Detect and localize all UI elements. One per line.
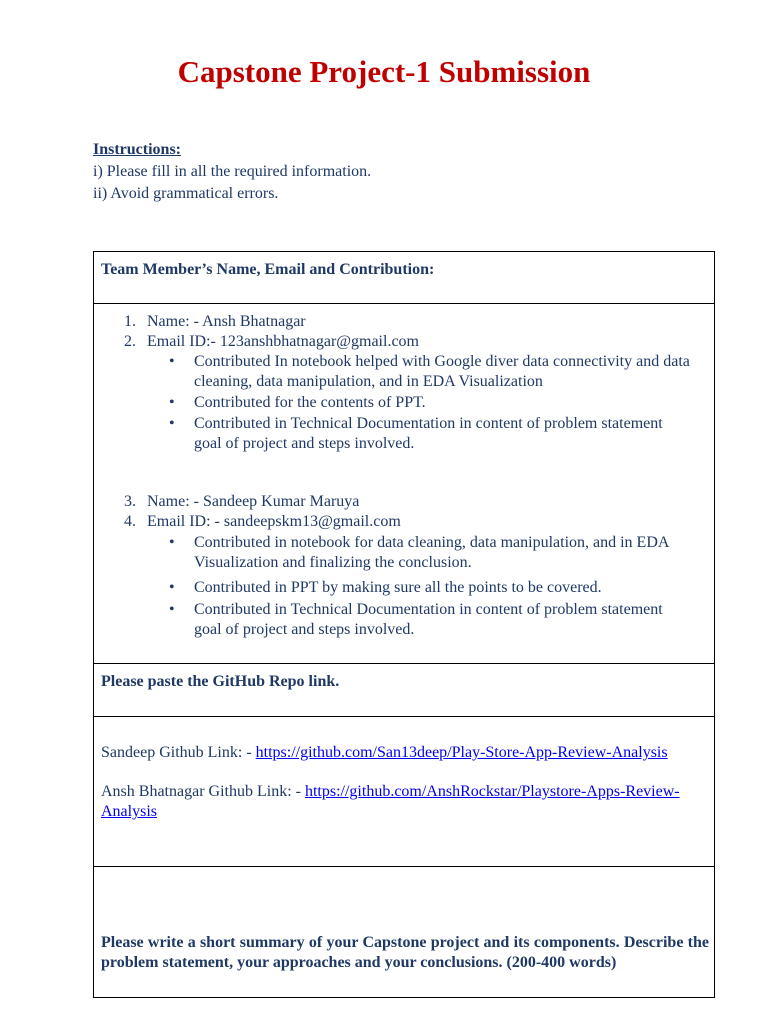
member-name: Name: - Ansh Bhatnagar: [147, 313, 306, 330]
instruction-item: ii) Avoid grammatical errors.: [93, 185, 279, 202]
github-link-label: Sandeep Github Link: -: [101, 744, 256, 761]
list-number: 3.: [124, 493, 136, 510]
list-number: 4.: [124, 513, 136, 530]
bullet-icon: •: [169, 415, 175, 432]
github-link-row: [101, 743, 707, 763]
github-heading-cell: [93, 663, 715, 717]
document-title: Capstone Project-1 Submission: [177, 54, 591, 89]
github-link-label: Ansh Bhatnagar Github Link: -: [101, 783, 305, 800]
summary-prompt: Please write a short summary of your Capstone project and its components. Describe the problem statement, your approaches and your conclusions. (200-400 words): [101, 934, 709, 971]
github-link[interactable]: https://github.com/San13deep/Play-Store-App-Review-Analysis: [255, 744, 668, 761]
bullet-icon: •: [169, 579, 175, 596]
github-heading: Please paste the GitHub Repo link.: [101, 673, 340, 690]
list-number: 1.: [124, 313, 136, 330]
github-links-cell: [93, 716, 715, 867]
github-link[interactable]: https://github.com/AnshRockstar/Playstore-Apps-Review-Analysis: [101, 783, 680, 820]
bullet-icon: •: [169, 601, 175, 618]
bullet-icon: •: [169, 394, 175, 411]
member-email: Email ID:- 123anshbhatnagar@gmail.com: [147, 333, 419, 350]
instructions-heading: Instructions:: [93, 141, 182, 158]
instruction-item: i) Please fill in all the required information.: [93, 163, 372, 180]
contribution-item: Contributed for the contents of PPT.: [194, 394, 426, 411]
contribution-item: Contributed in notebook for data cleaning, data manipulation, and in EDA Visualization and finalizing the conclusion.: [194, 534, 669, 571]
contribution-item: Contributed In notebook helped with Google diver data connectivity and data cleaning, data manipulation, and in EDA Visualization: [194, 353, 690, 390]
member-name: Name: - Sandeep Kumar Maruya: [147, 493, 360, 510]
list-number: 2.: [124, 333, 136, 350]
contribution-item: Contributed in Technical Documentation in content of problem statement goal of project and steps involved.: [194, 415, 663, 452]
member-email: Email ID: - sandeepskm13@gmail.com: [147, 513, 401, 530]
team-members-cell: [93, 303, 715, 664]
github-link-row: [101, 782, 707, 822]
bullet-icon: •: [169, 353, 175, 370]
summary-cell: [93, 866, 715, 998]
bullet-icon: •: [169, 534, 175, 551]
contribution-item: Contributed in Technical Documentation in content of problem statement goal of project and steps involved.: [194, 601, 663, 638]
team-heading-cell: [93, 251, 715, 304]
contribution-item: Contributed in PPT by making sure all the points to be covered.: [194, 579, 602, 596]
team-heading: Team Member’s Name, Email and Contribution:: [101, 261, 435, 278]
instructions: [93, 139, 371, 205]
